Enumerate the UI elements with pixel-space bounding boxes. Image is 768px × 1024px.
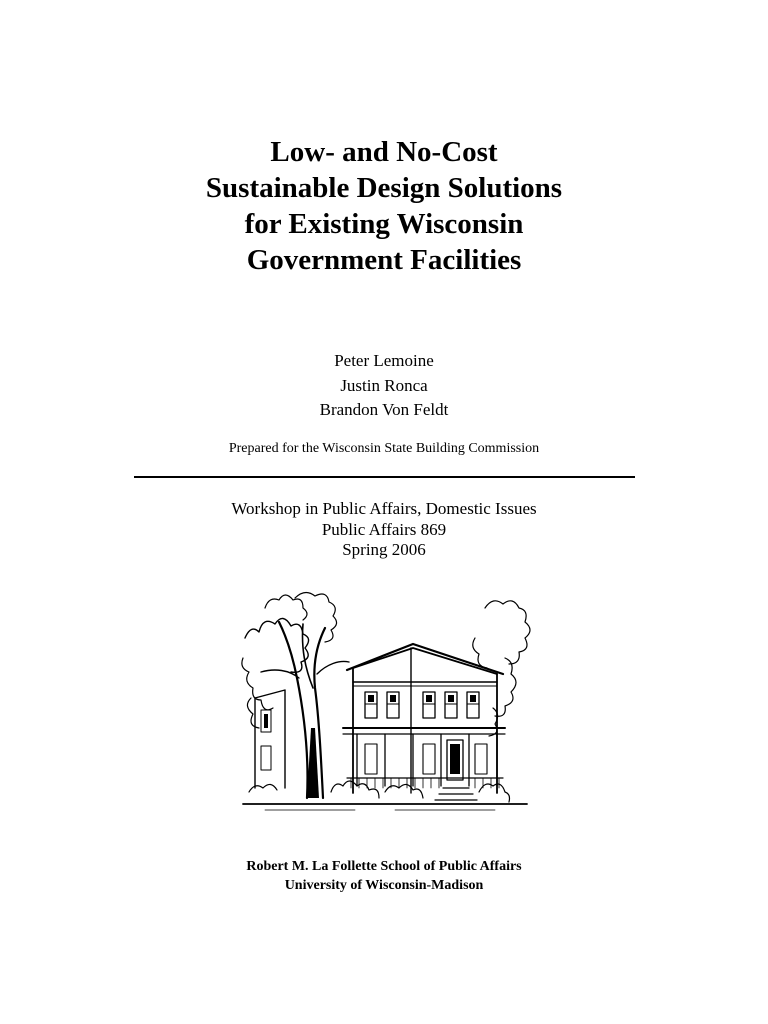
school-name: Robert M. La Follette School of Public Affairs (246, 859, 522, 874)
prepared-for-line: Prepared for the Wisconsin State Building Commission (228, 441, 540, 456)
title-line: Government Facilities (246, 244, 522, 276)
university-name: University of Wisconsin-Madison (284, 878, 484, 893)
report-title (0, 134, 768, 278)
house-with-trees-drawing-icon (235, 578, 535, 818)
author-list (0, 349, 768, 423)
horizontal-divider (134, 476, 635, 478)
author-name: Justin Ronca (340, 375, 428, 395)
course-term: Spring 2006 (342, 540, 426, 559)
course-info (0, 499, 768, 561)
workshop-name: Workshop in Public Affairs, Domestic Issues (231, 499, 537, 518)
title-line: Low- and No-Cost (270, 136, 498, 168)
author-name: Brandon Von Feldt (319, 400, 449, 419)
title-line: Sustainable Design Solutions (205, 172, 563, 204)
course-number: Public Affairs 869 (321, 519, 447, 539)
school-info (0, 857, 768, 895)
author-name: Peter Lemoine (334, 351, 434, 370)
title-line: for Existing Wisconsin (244, 208, 524, 240)
